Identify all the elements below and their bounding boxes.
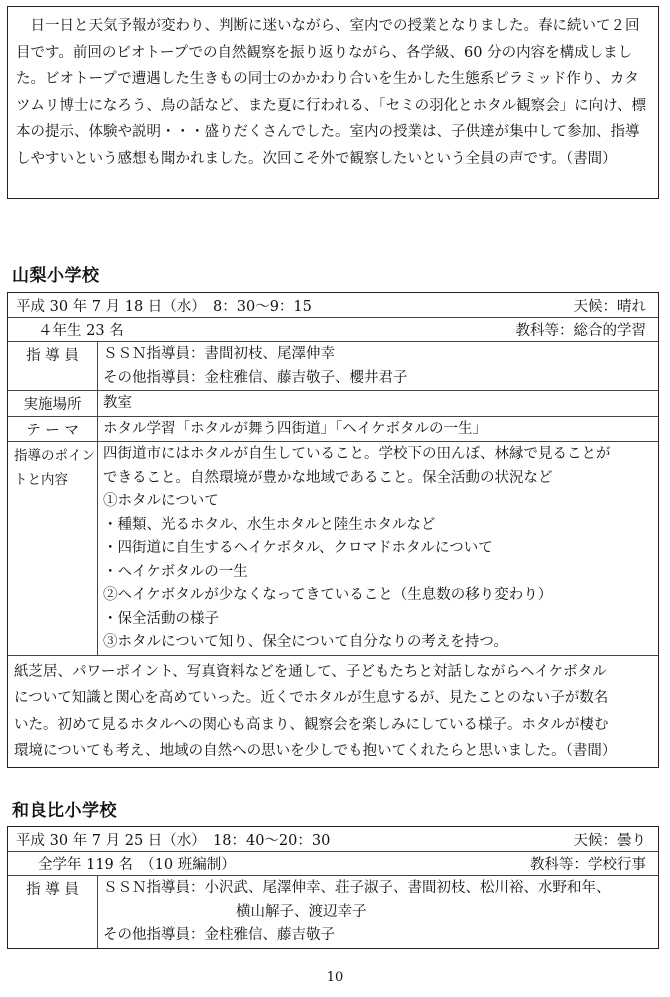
leaders-line — [103, 877, 658, 901]
date-row — [8, 293, 658, 317]
narrative-row — [8, 655, 658, 767]
points-line: できること。自然環境が豊かな地域であること。保全活動の状況など — [103, 469, 553, 486]
grade-row — [8, 851, 658, 875]
points-line: ・保全活動の様子 — [103, 610, 219, 627]
subject-text: 教科等：総合的学習 — [515, 323, 646, 339]
page-number: 10 — [326, 970, 344, 985]
leaders-line — [103, 901, 658, 925]
weather-text: 天候：曇り — [573, 832, 646, 849]
theme-value: ホタル学習「ホタルが舞う四街道」「ヘイケボタルの一生」 — [103, 420, 487, 437]
grade-row — [8, 317, 658, 341]
points-line: ②ヘイケボタルが少なくなってきていること（生息数の移り変わり） — [103, 587, 553, 603]
subject-text: 教科等：学校行事 — [530, 857, 646, 873]
narrative-line: いた。初めて見るホタルへの関心も高まり、観察会を楽しみにしている様子。ホタルが棲む — [14, 716, 609, 733]
leaders-prefix: ＳＳＮ指導員： — [103, 880, 205, 896]
theme-row — [8, 416, 658, 442]
place-row — [8, 390, 658, 416]
school-heading: 山梨小学校 — [12, 266, 100, 286]
date-row — [8, 827, 658, 851]
place-value: 教室 — [103, 395, 132, 411]
narrative-line: について知識と関心を高めていった。近くでホタルが生息するが、見たことのない子が数名 — [14, 690, 609, 706]
grade-text: ４年生 23 名 — [38, 323, 124, 339]
leaders-row — [8, 875, 658, 948]
date-text: 平成 30 年 7 月 18 日（水） 8：30〜9：15 — [16, 298, 312, 315]
leaders-names-continued: 横山解子、渡辺幸子 — [236, 903, 367, 920]
points-line: ①ホタルについて — [103, 493, 219, 509]
points-line: ・四街道に自生するヘイケボタル、クロマドホタルについて — [103, 540, 493, 556]
leaders-line: その他指導員：金柱雅信、藤吉敬子 — [103, 927, 335, 943]
intro-box — [7, 6, 659, 199]
intro-text: 日一日と天気予報が変わり、判断に迷いながら、室内での授業となりました。春に続いて２回目です。前回のビオトープでの自然観察を振り返りながら、各学級、60 分の内容を構成しました。ビオトープで遭遇した生きもの同士のかかわり合いを生かした生態系ピラミッド作り、カタツムリ博士になろう、鳥の話など、また夏に行われる、「セミの羽化とホタル観察会」に向け、標本の提示、体験や説明・・・盛りだくさんでした。室内の授業は、子供達が集中して参加、指導しやすいという感想も聞かれました。次回こそ外で観察したいという全員の声です。（書間） — [16, 18, 647, 167]
points-line: ③ホタルについて知り、保全について自分なりの考えを持つ。 — [103, 634, 508, 650]
points-line: 四街道市にはホタルが自生していること。学校下の田んぼ、林縁で見ることが — [103, 446, 611, 462]
activity-record-table — [7, 292, 659, 768]
points-row — [8, 441, 658, 655]
points-value — [98, 442, 658, 655]
leaders-value — [98, 876, 658, 948]
points-line: ・種類、光るホタル、水生ホタルと陸生ホタルなど — [103, 516, 436, 533]
weather-text: 天候：晴れ — [573, 298, 646, 315]
points-line: ・ヘイケボタルの一生 — [103, 563, 248, 580]
leaders-line: ＳＳＮ指導員：書間初枝、尾澤伸幸 — [103, 346, 335, 362]
activity-record-table — [7, 826, 659, 949]
leaders-row — [8, 341, 658, 390]
place-label: 実施場所 — [8, 391, 98, 416]
leaders-label: 指 導 員 — [8, 876, 98, 948]
date-text: 平成 30 年 7 月 25 日（水） 18：40〜20：30 — [16, 832, 331, 849]
leaders-line: その他指導員：金柱雅信、藤吉敬子、櫻井君子 — [103, 369, 408, 386]
leaders-label: 指 導 員 — [8, 342, 98, 390]
leaders-value — [98, 342, 658, 390]
grade-text: 全学年 119 名 （10 班編制） — [38, 857, 236, 873]
school-heading: 和良比小学校 — [12, 801, 117, 821]
narrative-line: 紙芝居、パワーポイント、写真資料などを通して、子どもたちと対話しながらヘイケボタル — [14, 663, 607, 680]
points-label: 指導のポイントと内容 — [8, 442, 98, 655]
theme-label: テ ー マ — [8, 417, 98, 442]
leaders-names: 小沢武、尾澤伸幸、荘子淑子、書間初枝、松川裕、水野和年、 — [204, 880, 611, 896]
narrative-line: 環境についても考え、地域の自然への思いを少しでも抱いてくれたらと思いました。（書間） — [14, 743, 617, 759]
